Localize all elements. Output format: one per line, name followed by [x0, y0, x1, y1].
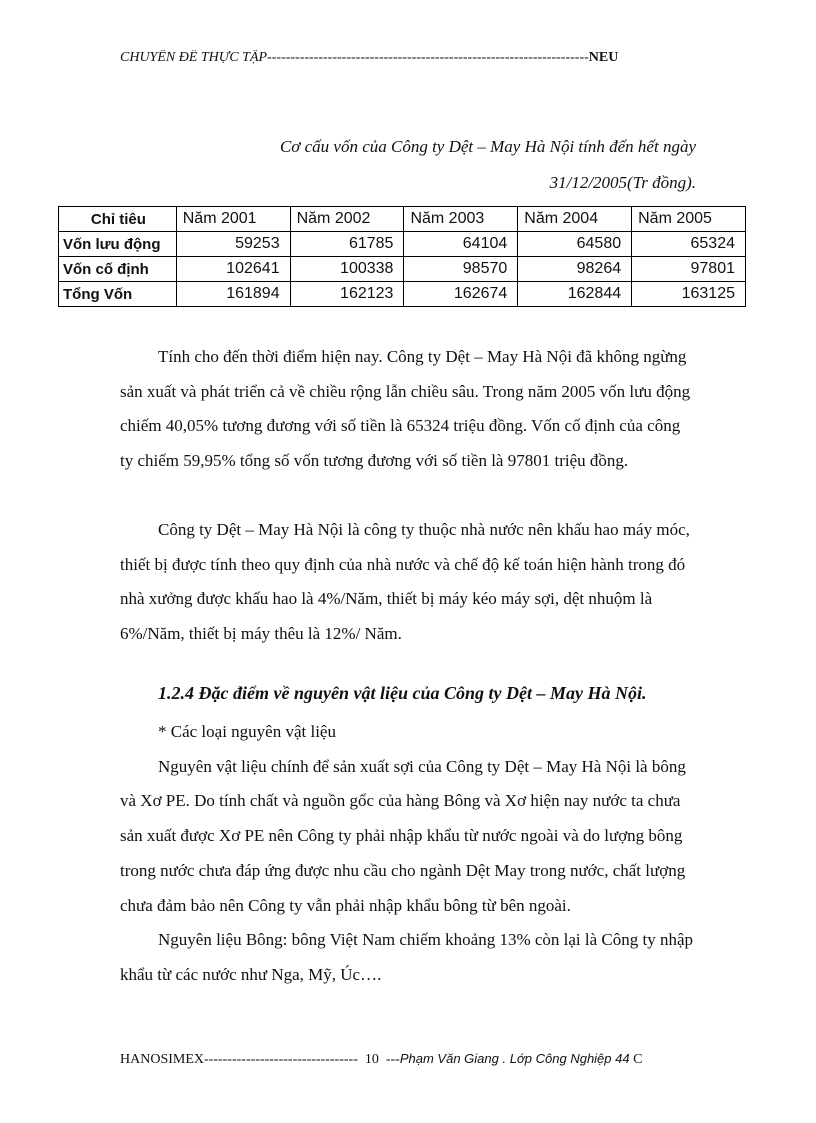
header-cell: Năm 2001: [176, 207, 290, 232]
table-cell: 97801: [632, 257, 746, 282]
header-cell: Năm 2002: [290, 207, 404, 232]
row-label: Tổng Vốn: [59, 282, 177, 307]
table-cell: 161894: [176, 282, 290, 307]
table-caption-line1: Cơ cấu vốn của Công ty Dệt – May Hà Nội tính đến hết ngày: [279, 137, 696, 156]
header-cell: Năm 2003: [404, 207, 518, 232]
table-cell: 64580: [518, 232, 632, 257]
table-cell: 98264: [518, 257, 632, 282]
section-materials: [120, 715, 696, 993]
page-footer: [120, 1051, 696, 1068]
page-header: [120, 50, 696, 66]
row-label: Vốn cố định: [59, 257, 177, 282]
table-cell: 162844: [518, 282, 632, 307]
table-cell: 102641: [176, 257, 290, 282]
table-row: [59, 257, 746, 282]
paragraph-depreciation: [120, 513, 696, 652]
table-cell: 163125: [632, 282, 746, 307]
bullet-line: * Các loại nguyên vật liệu: [158, 722, 336, 741]
header-cell: Năm 2004: [518, 207, 632, 232]
row-label: Vốn lưu động: [59, 232, 177, 257]
table-caption-line2: 31/12/2005(Tr đồng).: [549, 173, 696, 192]
header-right: NEU: [588, 50, 619, 65]
table-cell: 61785: [290, 232, 404, 257]
capital-structure-table: [58, 206, 746, 307]
table-cell: 162674: [404, 282, 518, 307]
paragraph-capital-summary: [120, 340, 696, 479]
table-row: [59, 282, 746, 307]
footer-separator: ---: [385, 1052, 400, 1067]
table-cell: 100338: [290, 257, 404, 282]
page-number: 10: [364, 1052, 379, 1067]
footer-author: Phạm Văn Giang . Lớp Công Nghiệp 44: [399, 1051, 630, 1066]
paragraph-text: Nguyên liệu Bông: bông Việt Nam chiếm khoảng 13% còn lại là Công ty nhập khẩu từ các nước như Nga, Mỹ, Úc….: [120, 930, 694, 984]
table-row: [59, 232, 746, 257]
paragraph-text: Công ty Dệt – May Hà Nội là công ty thuộc nhà nước nên khấu hao máy móc, thiết bị được tính theo quy định của nhà nước và chế độ kế toán hiện hành trong đó nhà xưởng được khấu hao là 4%/Năm, thiết bị máy kéo máy sợi, dệt nhuộm là 6%/Năm, thiết bị máy thêu là 12%/ Năm.: [120, 520, 690, 644]
table-cell: 64104: [404, 232, 518, 257]
header-cell: Chỉ tiêu: [59, 207, 177, 232]
header-dashes: ---------------------------------------------------------------------: [267, 50, 589, 65]
footer-company: HANOSIMEX---------------------------------: [120, 1052, 358, 1067]
header-cell: Năm 2005: [632, 207, 746, 232]
footer-suffix: C: [633, 1052, 643, 1067]
table-cell: 65324: [632, 232, 746, 257]
table-cell: 162123: [290, 282, 404, 307]
paragraph-text: Nguyên vật liệu chính để sản xuất sợi của Công ty Dệt – May Hà Nội là bông và Xơ PE. Do tính chất và nguồn gốc của hàng Bông và Xơ hiện nay nước ta chưa sản xuất được Xơ PE nên Công ty phải nhập khẩu từ nước ngoài và do lượng bông trong nước chưa đáp ứng được nhu cầu cho ngành Dệt May trong nước, chất lượng chưa đảm bảo nên Công ty vẫn phải nhập khẩu bông từ bên ngoài.: [120, 756, 686, 915]
section-heading: 1.2.4 Đặc điểm về nguyên vật liệu của Công ty Dệt – May Hà Nội.: [158, 683, 647, 703]
header-title: CHUYÊN ĐỀ THỰC TẬP: [120, 50, 268, 65]
table-cell: 98570: [404, 257, 518, 282]
table-header-row: [59, 207, 746, 232]
paragraph-text: Tính cho đến thời điểm hiện nay. Công ty Dệt – May Hà Nội đã không ngừng sản xuất và phát triển cả về chiều rộng lẫn chiều sâu. Trong năm 2005 vốn lưu động chiếm 40,05% tương đương với số tiền là 65324 triệu đồng. Vốn cố định của công ty chiếm 59,95% tổng số vốn tương đương với số tiền là 97801 triệu đồng.: [120, 347, 691, 471]
table-cell: 59253: [176, 232, 290, 257]
